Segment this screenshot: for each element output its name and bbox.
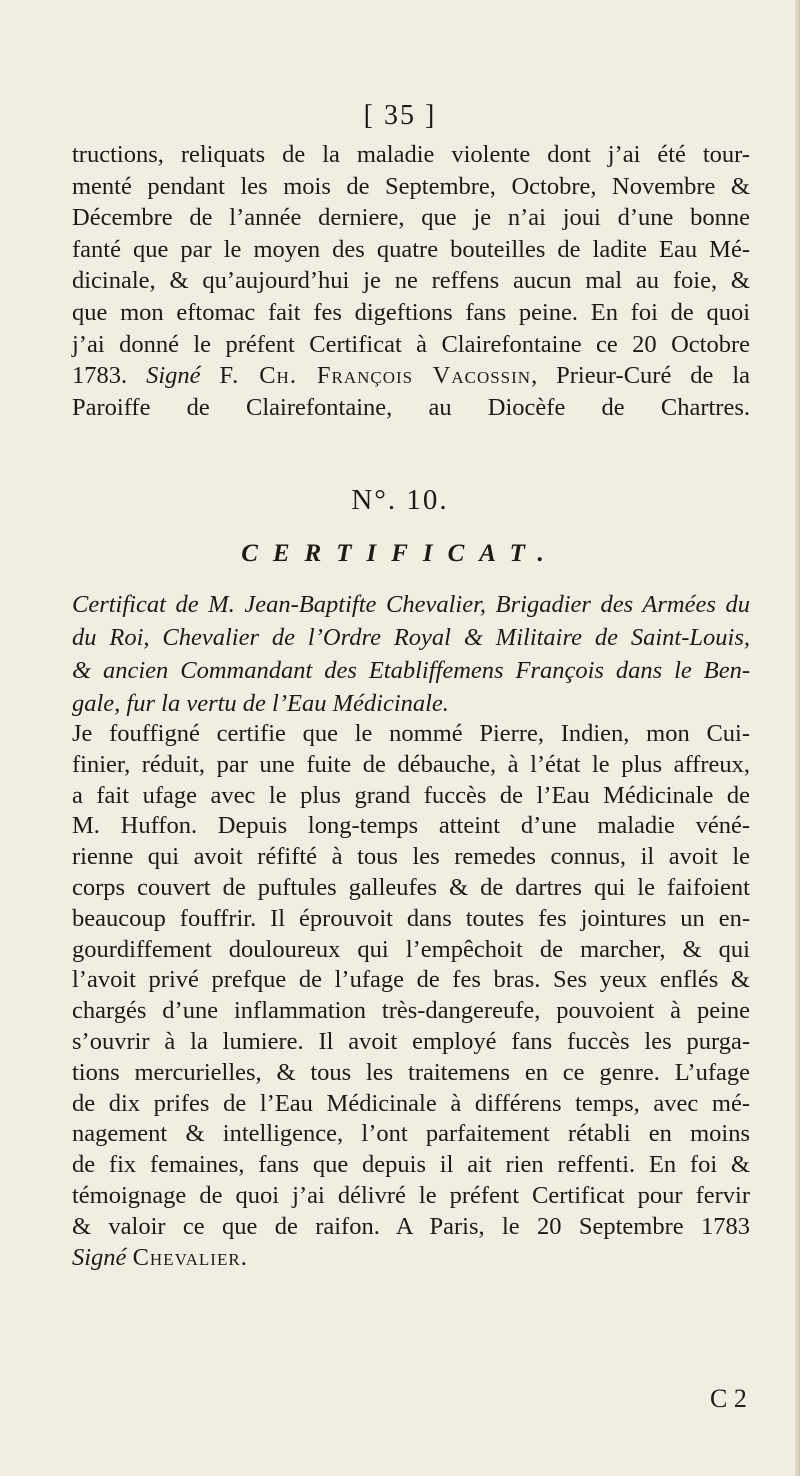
body-line: M. Huffon. Depuis long-temps atteint d’une maladie véné-: [72, 812, 750, 840]
page-number: [ 35 ]: [363, 100, 437, 131]
body-line: corps couvert de puftules galleufes & de dartres qui le faifoient: [72, 873, 750, 901]
body-line: beaucoup fouffrir. Il éprouvoit dans toutes fes jointures un en-: [72, 904, 750, 932]
page-edge: [795, 0, 800, 1476]
certificate-title: CERTIFICAT.: [241, 540, 559, 567]
summary-line: & ancien Commandant des Etabliffemens François dans le Ben-: [72, 657, 750, 684]
summary-line: du Roi, Chevalier de l’Ordre Royal & Militaire de Saint-Louis,: [72, 624, 750, 651]
top-paragraph: [72, 139, 750, 423]
closing-signatory: Chevalier.: [132, 1243, 248, 1271]
body-line: & valoir ce que de raifon. A Paris, le 20 Septembre 1783: [72, 1212, 750, 1240]
text-line: tructions, reliquats de la maladie violente dont j’ai été tour-: [72, 141, 750, 168]
catchword: C 2: [710, 1384, 747, 1413]
text-line: fanté que par le moyen des quatre bouteilles de ladite Eau Mé-: [72, 235, 750, 263]
closing-signed-label: Signé: [72, 1243, 127, 1271]
summary-line: gale, fur la vertu de l’Eau Médicinale.: [72, 690, 449, 717]
body-line: a fait ufage avec le plus grand fuccès de l’Eau Médicinale de: [72, 781, 750, 809]
text-line: Décembre de l’année derniere, que je n’ai joui d’une bonne: [72, 204, 750, 232]
body-line: témoignage de quoi j’ai délivré le préfent Certificat pour fervir: [72, 1181, 750, 1209]
body-line: de dix prifes de l’Eau Médicinale à différens temps, avec mé-: [72, 1089, 750, 1117]
body-line: rienne qui avoit réfifté à tous les remedes connus, il avoit le: [72, 843, 750, 871]
text-line: que mon eftomac fait fes digeftions fans peine. En foi de quoi: [72, 298, 750, 326]
summary-line: Certificat de M. Jean-Baptifte Chevalier, Brigadier des Armées du: [72, 591, 750, 618]
text-line: menté pendant les mois de Septembre, Octobre, Novembre &: [72, 172, 750, 200]
year: 1783.: [72, 362, 128, 390]
body-line: tions mercurielles, & tous les traitemens en ce genre. L’ufage: [72, 1058, 750, 1086]
signatory-title: , Prieur-Curé de la: [531, 362, 751, 390]
text-line: Paroiffe de Clairefontaine, au Diocèfe de Chartres.: [72, 393, 750, 421]
body-line: finier, réduit, par une fuite de débauche, à l’état le plus affreux,: [72, 750, 750, 778]
certificate-body: [72, 719, 750, 1273]
certificate-summary: [72, 588, 750, 720]
body-line: gourdiffement douloureux qui l’empêchoit de marcher, & qui: [72, 935, 750, 963]
text-line: j’ai donné le préfent Certificat à Clairefontaine ce 20 Octobre: [72, 330, 750, 358]
body-line: chargés d’une inflammation très-dangereufe, pouvoient à peine: [72, 997, 750, 1025]
certificate-number: N°. 10.: [351, 484, 449, 516]
body-line: Je fouffigné certifie que le nommé Pierre, Indien, mon Cui-: [72, 720, 750, 747]
body-line: de fix femaines, fans que depuis il ait rien reffenti. En foi &: [72, 1151, 750, 1179]
body-line: l’avoit privé prefque de l’ufage de fes bras. Ses yeux enflés &: [72, 966, 750, 994]
text-line: dicinale, & qu’aujourd’hui je ne reffens aucun mal au foie, &: [72, 267, 750, 295]
signatory-name: F. Ch. François Vacossin: [219, 362, 532, 390]
signature-line: [72, 360, 750, 392]
closing-signature-line: [72, 1243, 750, 1274]
signed-label: Signé: [146, 362, 201, 390]
body-line: s’ouvrir à la lumiere. Il avoit employé fans fuccès les purga-: [72, 1027, 750, 1055]
body-line: nagement & intelligence, l’ont parfaitement rétabli en moins: [72, 1120, 750, 1148]
